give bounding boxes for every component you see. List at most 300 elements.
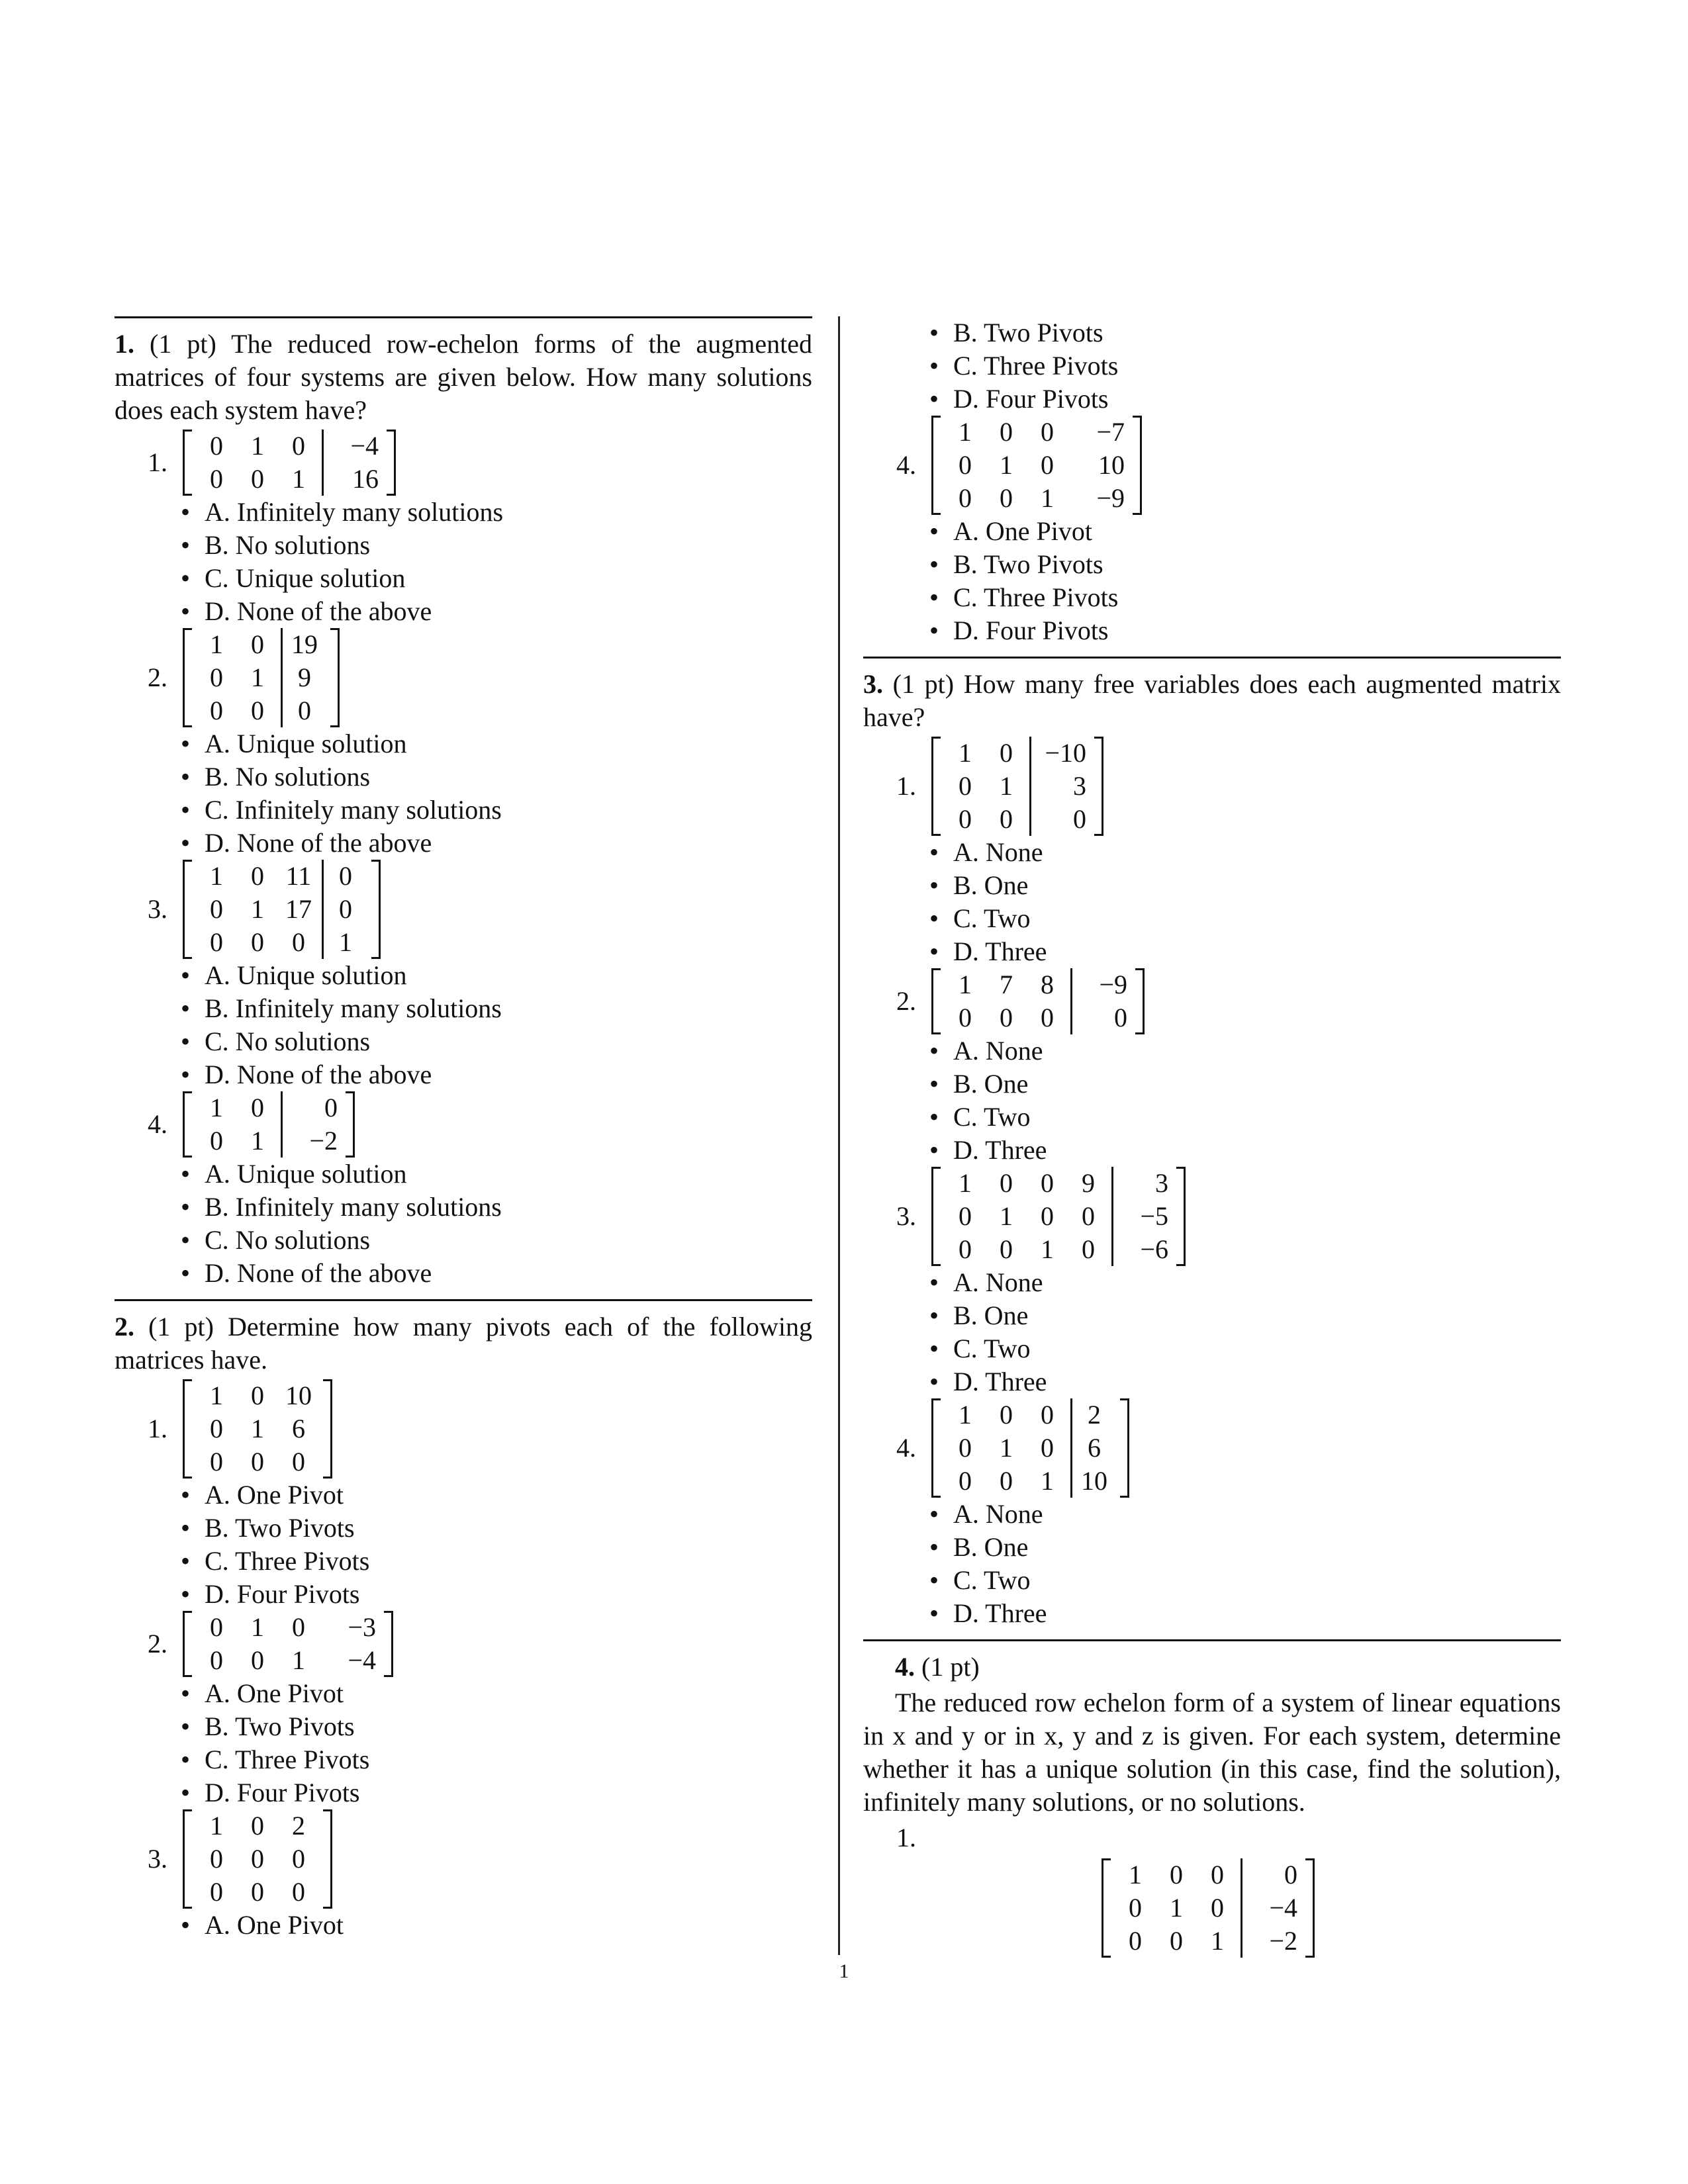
matrix-entry: 0 (210, 1844, 223, 1874)
matrix-entry: 0 (1000, 1234, 1013, 1264)
matrix-entry: 1 (1041, 1234, 1054, 1264)
left-bracket (931, 416, 941, 515)
choice-list (115, 959, 812, 1091)
matrix-entry: −2 (1241, 1925, 1301, 1958)
matrix-entry: 0 (292, 1844, 305, 1874)
column-divider (838, 316, 840, 1955)
matrix-entry: 0 (292, 1877, 305, 1907)
left-bracket (931, 968, 941, 1034)
matrix-entry: −3 (348, 1612, 376, 1642)
matrix-entry: 0 (251, 861, 264, 891)
choice-item[interactable]: • D. Four Pivots (929, 614, 1561, 647)
matrix-entry: 7 (1000, 970, 1013, 999)
matrix-entry: 0 (251, 1093, 264, 1122)
matrix-body (192, 1611, 384, 1677)
matrix-row (196, 1843, 319, 1876)
matrix-row (945, 1001, 1131, 1034)
matrix-entry: 1 (959, 417, 972, 447)
choice-item[interactable]: • D. Three (929, 1597, 1561, 1630)
matrix-entry: 0 (251, 1447, 264, 1477)
choice-item[interactable]: • B. One (929, 1068, 1561, 1101)
matrix-entry: 0 (210, 1877, 223, 1907)
matrix-entry: 0 (1170, 1926, 1183, 1956)
matrix-row (945, 1398, 1116, 1432)
choice-item[interactable]: • A. One Pivot (181, 1909, 812, 1942)
choice-item[interactable]: • A. None (929, 836, 1561, 869)
left-bracket (931, 737, 941, 836)
matrix-entry: 0 (1000, 483, 1013, 513)
matrix-entry: 0 (1000, 804, 1013, 834)
choice-list (115, 1158, 812, 1290)
matrix-entry: 1 (959, 970, 972, 999)
choice-item[interactable]: • B. No solutions (181, 529, 812, 562)
matrix-entry: 1 (1000, 1201, 1013, 1231)
matrix-entry: 0 (1000, 1466, 1013, 1496)
matrix-entry: 0 (251, 1877, 264, 1907)
choice-list (115, 1677, 812, 1809)
matrix-entry: 0 (251, 464, 264, 494)
choice-item[interactable]: • A. One Pivot (929, 515, 1561, 548)
choice-item[interactable]: • A. Unique solution (181, 727, 812, 760)
matrix-entry: 1 (210, 1811, 223, 1841)
matrix-row (196, 694, 326, 727)
matrix-entry: 0 (1170, 1860, 1183, 1889)
matrix-entry: 0 (210, 1126, 223, 1156)
problem-2-part-4: 4. 1 0 0 −7 0 1 0 10 0 0 1 −9 (863, 416, 1561, 515)
problem-4 (863, 1639, 1561, 1958)
choice-item[interactable]: • B. Infinitely many solutions (181, 1191, 812, 1224)
matrix-entry: 1 (292, 1645, 305, 1675)
problem-2 (115, 1299, 812, 1942)
choice-item[interactable]: • C. Three Pivots (929, 349, 1561, 383)
right-bracket (1176, 1167, 1186, 1266)
matrix-entry: 1 (251, 894, 264, 924)
matrix-entry: 19 (281, 628, 326, 661)
matrix-body (941, 416, 1133, 515)
matrix-entry: 0 (210, 927, 223, 957)
choice-list (863, 1266, 1561, 1398)
matrix-entry: 0 (322, 893, 367, 926)
left-bracket (183, 860, 192, 959)
matrix-entry: 0 (959, 483, 972, 513)
matrix-entry: 1 (1000, 450, 1013, 480)
choice-item[interactable]: • C. Two (929, 1564, 1561, 1597)
matrix-entry: 10 (285, 1381, 312, 1410)
problem-3-prompt: 3. (1 pt) How many free variables does each augmented matrix have? (863, 669, 1562, 732)
matrix-entry: 10 (1098, 450, 1125, 480)
matrix-entry: 0 (1029, 803, 1090, 836)
choice-list (115, 1479, 812, 1611)
problem-2-continued (863, 316, 1561, 647)
matrix-row (945, 449, 1129, 482)
choice-item[interactable]: • C. Unique solution (181, 562, 812, 595)
right-bracket (387, 430, 396, 496)
augmented-matrix (183, 1091, 355, 1158)
matrix-entry: 1 (251, 431, 264, 461)
matrix-entry: 1 (1000, 1433, 1013, 1463)
matrix-row (196, 628, 326, 661)
choice-item[interactable]: • A. Unique solution (181, 1158, 812, 1191)
matrix-row (196, 1379, 319, 1412)
matrix-entry: 0 (210, 1447, 223, 1477)
right-bracket (323, 1379, 332, 1479)
matrix-row (945, 1233, 1172, 1266)
choice-item[interactable]: • B. No solutions (181, 760, 812, 794)
choice-item[interactable]: • C. No solutions (181, 1025, 812, 1058)
matrix-row (945, 482, 1129, 515)
matrix-entry: 1 (210, 1093, 223, 1122)
choice-item[interactable]: • D. None of the above (181, 595, 812, 628)
matrix-row (196, 1644, 380, 1677)
matrix-entry: 0 (1041, 450, 1054, 480)
choice-list (863, 836, 1561, 968)
matrix-body (192, 1091, 346, 1158)
right-column (863, 316, 1561, 1958)
matrix-row (945, 968, 1131, 1001)
matrix-row (945, 737, 1090, 770)
matrix-entry: 0 (1241, 1858, 1301, 1891)
problem-2-prompt: 2. (1 pt) Determine how many pivots each of the following matrices have. (115, 1312, 813, 1375)
left-bracket (183, 1091, 192, 1158)
augmented-matrix (931, 968, 1145, 1034)
matrix-entry: 0 (281, 694, 326, 727)
matrix-entry: 17 (285, 894, 312, 924)
right-bracket (1094, 737, 1103, 836)
choice-list (115, 727, 812, 860)
matrix-row (196, 860, 367, 893)
matrix-entry: −9 (1096, 483, 1125, 513)
problem-1-part-4: 4. 1 0 0 0 1 −2 (115, 1091, 812, 1158)
choice-item[interactable]: • B. Two Pivots (181, 1512, 812, 1545)
problem-3-part-2: 2. 1 7 8 −9 0 0 0 0 (863, 968, 1561, 1034)
matrix-entry: 0 (210, 1645, 223, 1675)
matrix-entry: 1 (959, 738, 972, 768)
right-bracket (384, 1611, 393, 1677)
choice-item[interactable]: • A. Infinitely many solutions (181, 496, 812, 529)
left-bracket (183, 1379, 192, 1479)
matrix (183, 1611, 393, 1677)
matrix-entry: 0 (1041, 1201, 1054, 1231)
augmented-matrix (183, 430, 396, 496)
choice-item[interactable]: • B. One (929, 1299, 1561, 1332)
matrix-entry: 0 (251, 696, 264, 725)
matrix-entry: 9 (281, 661, 326, 694)
choice-item[interactable]: • C. Three Pivots (929, 581, 1561, 614)
matrix-entry: 1 (210, 861, 223, 891)
choice-item[interactable]: • C. Infinitely many solutions (181, 794, 812, 827)
matrix-row (196, 1809, 319, 1843)
matrix-entry: 10 (1070, 1465, 1116, 1498)
matrix-entry: 0 (210, 662, 223, 692)
matrix-row (945, 416, 1129, 449)
left-bracket (183, 430, 192, 496)
matrix-entry: 1 (251, 1126, 264, 1156)
right-bracket (1305, 1858, 1315, 1958)
matrix-entry: 0 (1211, 1860, 1224, 1889)
choice-item[interactable]: • A. None (929, 1266, 1561, 1299)
matrix-entry: −4 (1241, 1891, 1301, 1925)
matrix-row (196, 1091, 342, 1124)
right-bracket (1135, 968, 1145, 1034)
matrix-entry: −4 (322, 430, 383, 463)
matrix-entry: 0 (1000, 738, 1013, 768)
matrix-entry: 0 (959, 771, 972, 801)
matrix-entry: 1 (251, 1414, 264, 1443)
left-bracket (183, 1809, 192, 1909)
matrix-body (1111, 1858, 1305, 1958)
right-bracket (371, 860, 381, 959)
matrix-body (941, 1167, 1176, 1266)
choice-item[interactable]: • D. None of the above (181, 827, 812, 860)
matrix-entry: 0 (959, 804, 972, 834)
matrix-row (1115, 1891, 1301, 1925)
matrix-entry: 3 (1111, 1167, 1172, 1200)
matrix-entry: 0 (1129, 1893, 1142, 1923)
choice-item[interactable]: • A. One Pivot (181, 1479, 812, 1512)
problem-4-part-1 (863, 1858, 1561, 1958)
choice-list (115, 496, 812, 628)
choice-item[interactable]: • A. One Pivot (181, 1677, 812, 1710)
matrix-row (196, 1611, 380, 1644)
problem-1-part-2: 2. 1 0 19 0 1 9 0 0 0 (115, 628, 812, 727)
matrix-entry: 2 (292, 1811, 305, 1841)
matrix-row (1115, 1925, 1301, 1958)
matrix-entry: −4 (348, 1645, 376, 1675)
matrix-entry: 0 (292, 431, 305, 461)
matrix-body (941, 737, 1094, 836)
choice-item[interactable]: • B. Infinitely many solutions (181, 992, 812, 1025)
matrix-entry: 1 (1129, 1860, 1142, 1889)
choice-item[interactable]: • D. Four Pivots (181, 1776, 812, 1809)
problem-2-part-3: 3. 1 0 2 0 0 0 0 0 0 (115, 1809, 812, 1909)
matrix (183, 1809, 332, 1909)
right-bracket (346, 1091, 355, 1158)
matrix-entry: 0 (210, 464, 223, 494)
problem-1-prompt: 1. (1 pt) The reduced row-echelon forms of the augmented matrices of four systems are given below. How many solutions does each system have? (115, 329, 813, 425)
problem-3-part-3: 3. 1 0 0 9 3 0 1 0 0 −5 0 0 1 0 −6 (863, 1167, 1561, 1266)
matrix-entry: −2 (281, 1124, 342, 1158)
matrix-entry: 16 (322, 463, 383, 496)
choice-item[interactable]: • D. Three (929, 1365, 1561, 1398)
right-bracket (323, 1809, 332, 1909)
matrix-entry: −5 (1111, 1200, 1172, 1233)
matrix-entry: 1 (1170, 1893, 1183, 1923)
matrix-entry: 0 (292, 1612, 305, 1642)
right-bracket (1120, 1398, 1129, 1498)
matrix-row (196, 893, 367, 926)
matrix-entry: 2 (1070, 1398, 1116, 1432)
matrix-entry: 0 (1082, 1201, 1095, 1231)
matrix-entry: 1 (210, 1381, 223, 1410)
matrix-entry: 0 (251, 1844, 264, 1874)
matrix-entry: 0 (1041, 1400, 1054, 1430)
choice-item[interactable]: • D. Four Pivots (929, 383, 1561, 416)
matrix-row (945, 1432, 1116, 1465)
matrix-row (196, 1124, 342, 1158)
matrix-body (941, 1398, 1120, 1498)
matrix-entry: 0 (1000, 417, 1013, 447)
augmented-matrix (931, 1398, 1129, 1498)
choice-item[interactable]: • C. Two (929, 1101, 1561, 1134)
matrix-entry: 1 (1211, 1926, 1224, 1956)
matrix-body (192, 1809, 323, 1909)
matrix-row (196, 1412, 319, 1445)
matrix-body (192, 430, 387, 496)
right-bracket (1133, 416, 1142, 515)
matrix-entry: 1 (959, 1168, 972, 1198)
choice-list (115, 1909, 812, 1942)
augmented-matrix (183, 860, 381, 959)
matrix-entry: 0 (1129, 1926, 1142, 1956)
matrix-entry: 0 (1000, 1400, 1013, 1430)
matrix-row (196, 463, 383, 496)
matrix-entry: 0 (292, 1447, 305, 1477)
choice-item[interactable]: • B. Two Pivots (929, 316, 1561, 349)
matrix-entry: 0 (210, 696, 223, 725)
matrix (931, 416, 1142, 515)
matrix-entry: 0 (210, 1612, 223, 1642)
problem-4-heading: 4. (1 pt) (895, 1652, 980, 1682)
matrix-row (945, 770, 1090, 803)
matrix-entry: 0 (322, 860, 367, 893)
matrix-entry: 1 (1041, 483, 1054, 513)
matrix-body (192, 860, 371, 959)
matrix-entry: 0 (959, 1234, 972, 1264)
matrix-entry: 0 (959, 1466, 972, 1496)
matrix-row (945, 1200, 1172, 1233)
matrix-entry: −10 (1029, 737, 1090, 770)
choice-item[interactable]: • B. Two Pivots (181, 1710, 812, 1743)
choice-item[interactable]: • D. Four Pivots (181, 1578, 812, 1611)
matrix-entry: 0 (1000, 1168, 1013, 1198)
matrix-entry: 1 (251, 1612, 264, 1642)
left-bracket (931, 1167, 941, 1266)
matrix-entry: 0 (292, 927, 305, 957)
matrix-entry: 0 (1211, 1893, 1224, 1923)
matrix-entry: 0 (251, 1381, 264, 1410)
problem-4-part-label: 1. (896, 1823, 916, 1852)
matrix-row (196, 430, 383, 463)
matrix-entry: −7 (1096, 417, 1125, 447)
matrix-row (945, 803, 1090, 836)
augmented-matrix (183, 628, 340, 727)
matrix-entry: 1 (292, 464, 305, 494)
matrix-entry: 9 (1082, 1168, 1095, 1198)
problem-3-part-4: 4. 1 0 0 2 0 1 0 6 0 0 1 10 (863, 1398, 1561, 1498)
matrix-row (196, 926, 367, 959)
matrix-body (941, 968, 1135, 1034)
choice-item[interactable]: • C. Three Pivots (181, 1545, 812, 1578)
matrix-entry: 0 (959, 1003, 972, 1032)
matrix-entry: 1 (959, 1400, 972, 1430)
problem-1-part-1: 1. 0 1 0 −4 0 0 1 16 (115, 430, 812, 496)
choice-item[interactable]: • B. One (929, 869, 1561, 902)
matrix-entry: 0 (1041, 1003, 1054, 1032)
matrix-entry: 0 (251, 629, 264, 659)
choice-item[interactable]: • C. Two (929, 1332, 1561, 1365)
left-column (115, 316, 812, 1942)
matrix-entry: 11 (285, 861, 312, 891)
choice-item[interactable]: • D. Three (929, 935, 1561, 968)
left-bracket (931, 1398, 941, 1498)
choice-item[interactable]: • A. None (929, 1498, 1561, 1531)
matrix-entry: −9 (1070, 968, 1131, 1001)
matrix-row (945, 1465, 1116, 1498)
matrix-entry: 0 (1041, 1433, 1054, 1463)
matrix-entry: 8 (1041, 970, 1054, 999)
matrix-entry: 1 (1000, 771, 1013, 801)
left-bracket (183, 628, 192, 727)
matrix-row (1115, 1858, 1301, 1891)
matrix-entry: 1 (210, 629, 223, 659)
problem-3 (863, 657, 1561, 1630)
choice-item[interactable]: • D. Three (929, 1134, 1561, 1167)
matrix-entry: 0 (210, 894, 223, 924)
matrix-entry: 0 (251, 1811, 264, 1841)
matrix-entry: 0 (251, 927, 264, 957)
matrix-entry: 0 (959, 1201, 972, 1231)
choice-item[interactable]: • A. None (929, 1034, 1561, 1068)
choice-item[interactable]: • C. Two (929, 902, 1561, 935)
page-number: 1 (839, 1960, 849, 1982)
matrix-entry: 0 (251, 1645, 264, 1675)
left-bracket (183, 1611, 192, 1677)
augmented-matrix (931, 1167, 1186, 1266)
matrix-entry: 0 (1041, 1168, 1054, 1198)
matrix-entry: 6 (1070, 1432, 1116, 1465)
matrix-entry: 0 (1041, 417, 1054, 447)
choice-item[interactable]: • D. None of the above (181, 1058, 812, 1091)
augmented-matrix (1102, 1858, 1315, 1958)
matrix-entry: 0 (281, 1091, 342, 1124)
choice-list (863, 316, 1561, 416)
choice-item[interactable]: • C. Three Pivots (181, 1743, 812, 1776)
matrix-entry: 3 (1029, 770, 1090, 803)
matrix-entry: 1 (251, 662, 264, 692)
choice-item[interactable]: • D. None of the above (181, 1257, 812, 1290)
matrix-entry: 6 (292, 1414, 305, 1443)
right-bracket (330, 628, 340, 727)
choice-item[interactable]: • B. One (929, 1531, 1561, 1564)
choice-list (863, 515, 1561, 647)
matrix-entry: 0 (959, 450, 972, 480)
matrix-entry: 0 (1000, 1003, 1013, 1032)
choice-item[interactable]: • B. Two Pivots (929, 548, 1561, 581)
left-bracket (1102, 1858, 1111, 1958)
matrix-entry: −6 (1111, 1233, 1172, 1266)
problem-1 (115, 316, 812, 1290)
problem-4-prompt: The reduced row echelon form of a system of linear equations in x and y or in x, y and z is given. For each system, determine whether it has a unique solution (in this case, find the solution), infinitely many solutions, or no solutions. (863, 1688, 1561, 1817)
matrix-entry: 0 (210, 431, 223, 461)
matrix-row (196, 661, 326, 694)
choice-list (863, 1034, 1561, 1167)
matrix-row (196, 1876, 319, 1909)
matrix-body (192, 628, 330, 727)
choice-item[interactable]: • C. No solutions (181, 1224, 812, 1257)
matrix-entry: 0 (1082, 1234, 1095, 1264)
matrix-body (192, 1379, 323, 1479)
matrix (183, 1379, 332, 1479)
matrix-entry: 0 (1070, 1001, 1131, 1034)
problem-2-part-1: 1. 1 0 10 0 1 6 0 0 0 (115, 1379, 812, 1479)
matrix-entry: 1 (322, 926, 367, 959)
augmented-matrix (931, 737, 1103, 836)
matrix-entry: 1 (1041, 1466, 1054, 1496)
problem-2-part-2: 2. 0 1 0 −3 0 0 1 −4 (115, 1611, 812, 1677)
problem-3-part-1: 1. 1 0 −10 0 1 3 0 0 0 (863, 737, 1561, 836)
matrix-row (945, 1167, 1172, 1200)
choice-item[interactable]: • A. Unique solution (181, 959, 812, 992)
